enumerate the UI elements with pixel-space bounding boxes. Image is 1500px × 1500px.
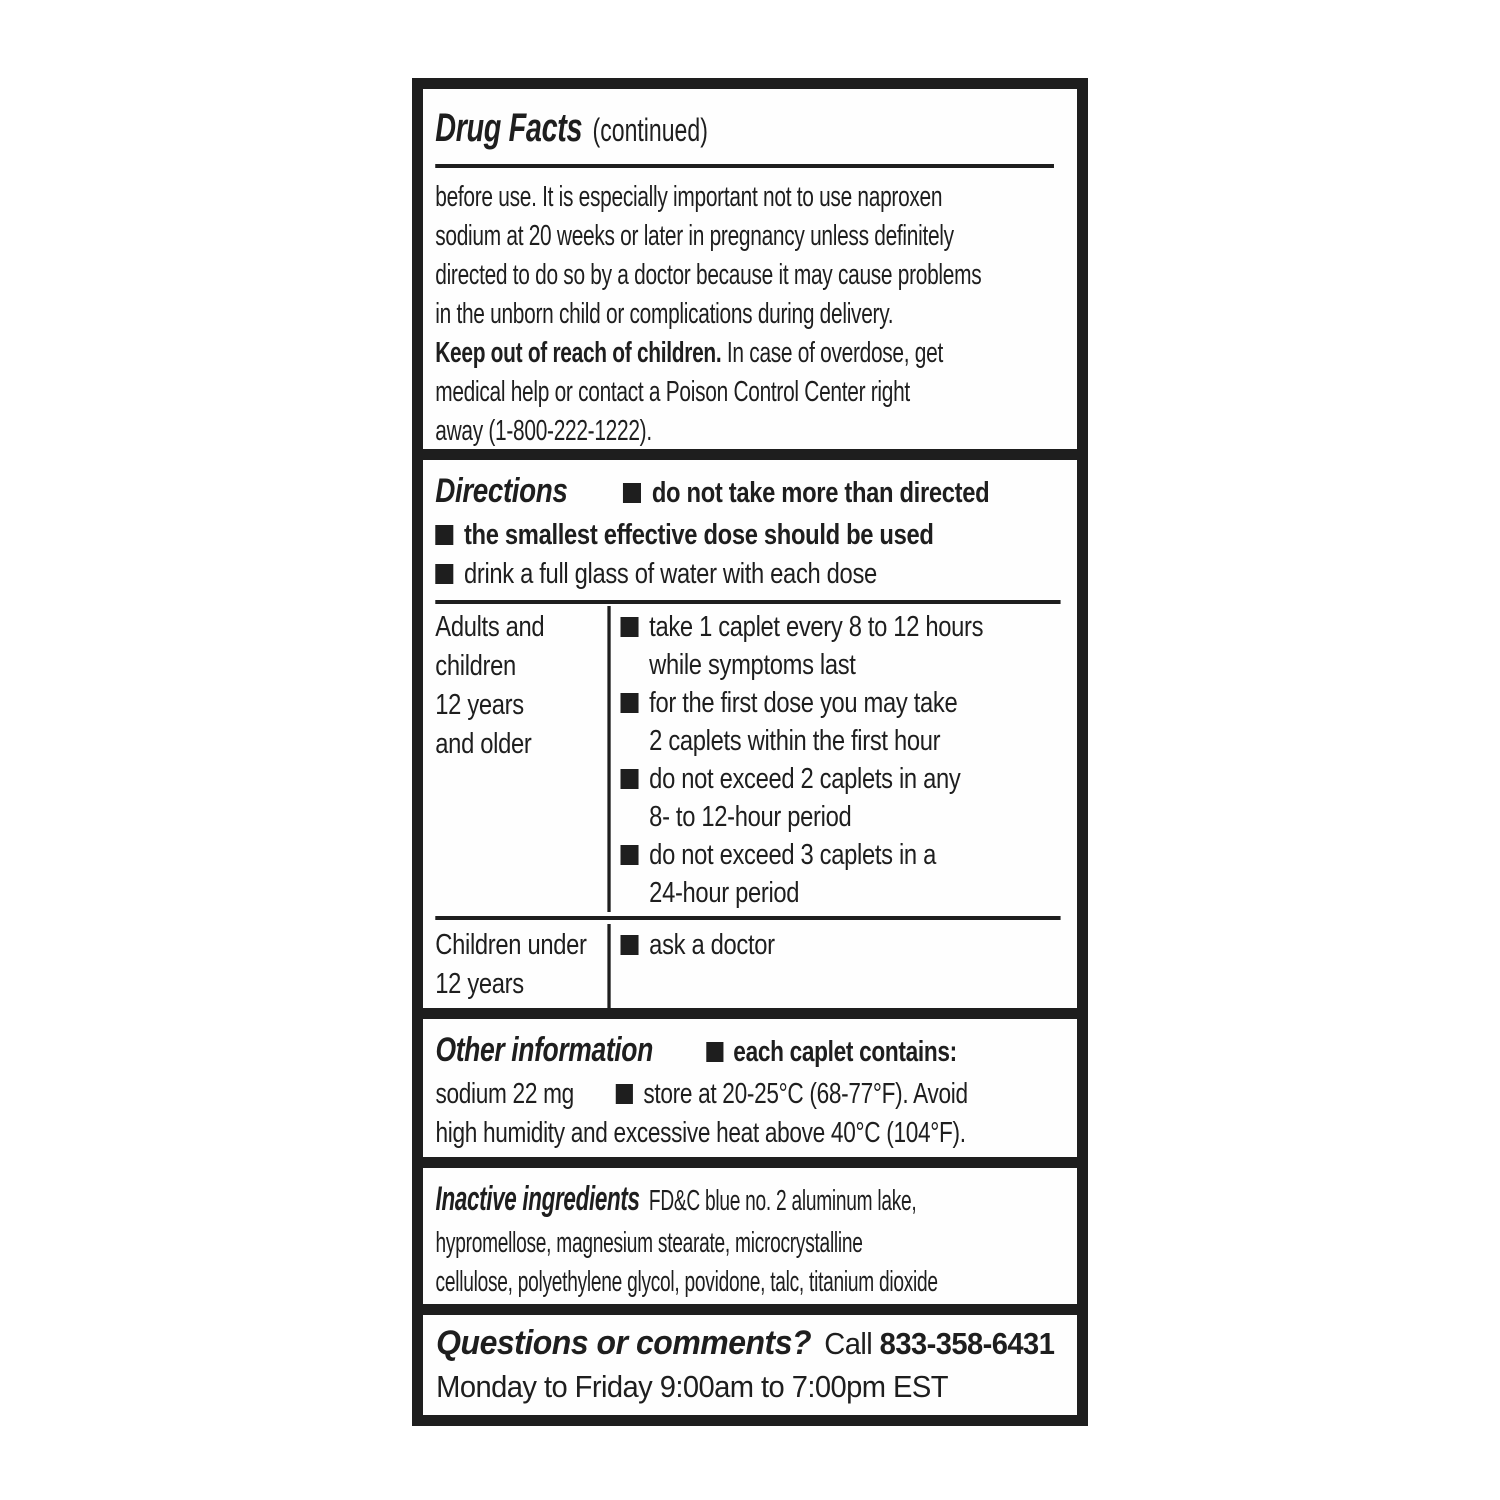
text-segment: sodium at 20 weeks or later in pregnancy unless definitely [435, 220, 954, 252]
text-line [620, 760, 1076, 798]
text-segment: ask a doctor [649, 929, 775, 961]
drug-facts-continued-section [423, 89, 1077, 449]
header-rule [435, 164, 1054, 168]
bullet-square-icon [620, 935, 638, 955]
bullet-square-icon [435, 525, 453, 545]
text-line [620, 926, 1076, 964]
text-segment: Call [824, 1326, 880, 1361]
dosage-row-children [423, 924, 1077, 1008]
bullet-square-icon [706, 1042, 723, 1062]
bullet-square-icon [616, 1084, 633, 1104]
text-segment: sodium 22 mg [435, 1078, 574, 1110]
table-top-rule [435, 600, 1060, 604]
section-heading: Questions or comments? [436, 1324, 812, 1362]
text-segment: Adults and [435, 611, 545, 643]
text-line [620, 836, 1076, 874]
warnings-paragraph [435, 178, 1070, 449]
bullet-square-icon [620, 845, 638, 865]
text-line [435, 686, 607, 725]
text-segment: do not exceed 3 caplets in a [649, 839, 936, 871]
text-line [436, 1176, 1072, 1224]
directions-bullets [423, 468, 1077, 594]
bullet-square-icon [620, 693, 638, 713]
drug-facts-title-row [435, 105, 1070, 160]
text-segment: 12 years [435, 689, 524, 721]
text-segment: Keep out of reach of children. [435, 337, 727, 369]
text-segment: 24-hour period [649, 877, 800, 909]
text-segment: 8- to 12-hour period [649, 801, 852, 833]
directions-section [423, 460, 1077, 1008]
text-segment: Children under [435, 929, 587, 961]
text-segment: medical help or contact a Poison Control Center right [435, 376, 910, 408]
section-separator [423, 1008, 1077, 1019]
other-information-text [423, 1019, 1077, 1157]
text-segment: each caplet contains: [733, 1036, 957, 1068]
text-line [436, 1320, 1071, 1367]
text-line [436, 1224, 1072, 1263]
text-line [435, 647, 607, 686]
text-segment: 2 caplets within the first hour [649, 725, 941, 757]
instructions-cell [611, 924, 1077, 1008]
text-segment: do not take more than directed [651, 477, 990, 509]
text-line [435, 256, 1070, 295]
text-segment: do not exceed 2 caplets in any [649, 763, 961, 795]
age-group-cell [423, 606, 607, 912]
text-line [435, 965, 607, 1004]
text-line [435, 1075, 1070, 1114]
text-line [620, 608, 1076, 646]
other-information-section [423, 1019, 1077, 1157]
text-segment: away (1-800-222-1222). [435, 415, 652, 447]
questions-section [423, 1315, 1077, 1413]
inactive-ingredients-section [423, 1168, 1077, 1304]
text-segment: FD&C blue no. 2 aluminum lake, [648, 1185, 917, 1217]
text-line [435, 725, 607, 764]
text-segment: high humidity and excessive heat above 40°C (104°F). [435, 1117, 966, 1149]
drug-facts-title: Drug Facts [435, 106, 583, 150]
section-heading: Directions [435, 472, 568, 510]
text-segment: the smallest effective dose should be used [463, 519, 934, 551]
text-segment: drink a full glass of water with each dose [463, 558, 877, 590]
table-row-rule [435, 916, 1060, 920]
text-segment: cellulose, polyethylene glycol, povidone, talc, titanium dioxide [435, 1266, 938, 1298]
text-line [435, 555, 1077, 594]
instructions-cell [611, 606, 1077, 912]
text-segment: store at 20-25°C (68-77°F). Avoid [643, 1078, 968, 1110]
text-segment: in the unborn child or complications during delivery. [435, 298, 894, 330]
text-line [435, 295, 1070, 334]
text-line [435, 412, 1070, 449]
text-line [436, 1263, 1072, 1302]
text-line [620, 684, 1076, 722]
bullet-square-icon [623, 483, 641, 503]
text-line [435, 1027, 1070, 1075]
text-segment: take 1 caplet every 8 to 12 hours [649, 611, 984, 643]
text-segment: before use. It is especially important not to use naproxen [435, 181, 943, 213]
bullet-square-icon [620, 769, 638, 789]
text-segment: for the first dose you may take [649, 687, 958, 719]
section-heading: Inactive ingredients [435, 1180, 640, 1218]
bullet-square-icon [620, 617, 638, 637]
text-segment: Monday to Friday 9:00am to 7:00pm EST [436, 1369, 948, 1404]
text-line [435, 608, 607, 647]
text-line [435, 468, 1077, 516]
text-segment: children [435, 650, 516, 682]
drug-facts-label [412, 78, 1088, 1426]
text-segment: while symptoms last [649, 649, 856, 681]
text-line [435, 334, 1070, 373]
text-segment: and older [435, 728, 532, 760]
age-group-cell [423, 924, 607, 1008]
questions-text [423, 1315, 1077, 1413]
text-line [435, 373, 1070, 412]
text-line [435, 178, 1070, 217]
section-separator [423, 1304, 1077, 1315]
text-line [435, 926, 607, 965]
text-segment: In case of overdose, get [726, 337, 943, 369]
text-line [620, 722, 1076, 760]
inactive-ingredients-text [423, 1168, 1077, 1304]
text-segment: hypromellose, magnesium stearate, microcrystalline [435, 1227, 863, 1259]
dosage-row-adults [423, 606, 1077, 912]
text-segment: 12 years [435, 968, 524, 1000]
text-line [620, 646, 1076, 684]
text-line [435, 217, 1070, 256]
text-line [435, 1114, 1070, 1153]
text-segment: 833-358-6431 [879, 1326, 1055, 1361]
text-segment: directed to do so by a doctor because it may cause problems [435, 259, 982, 291]
text-line [620, 798, 1076, 836]
text-line [620, 874, 1076, 912]
bullet-square-icon [435, 564, 453, 584]
text-line [436, 1367, 1071, 1407]
section-heading: Other information [435, 1031, 653, 1069]
section-separator [423, 1157, 1077, 1168]
section-separator [423, 449, 1077, 460]
drug-facts-continued-label: (continued) [592, 112, 708, 148]
text-line [435, 516, 1077, 555]
